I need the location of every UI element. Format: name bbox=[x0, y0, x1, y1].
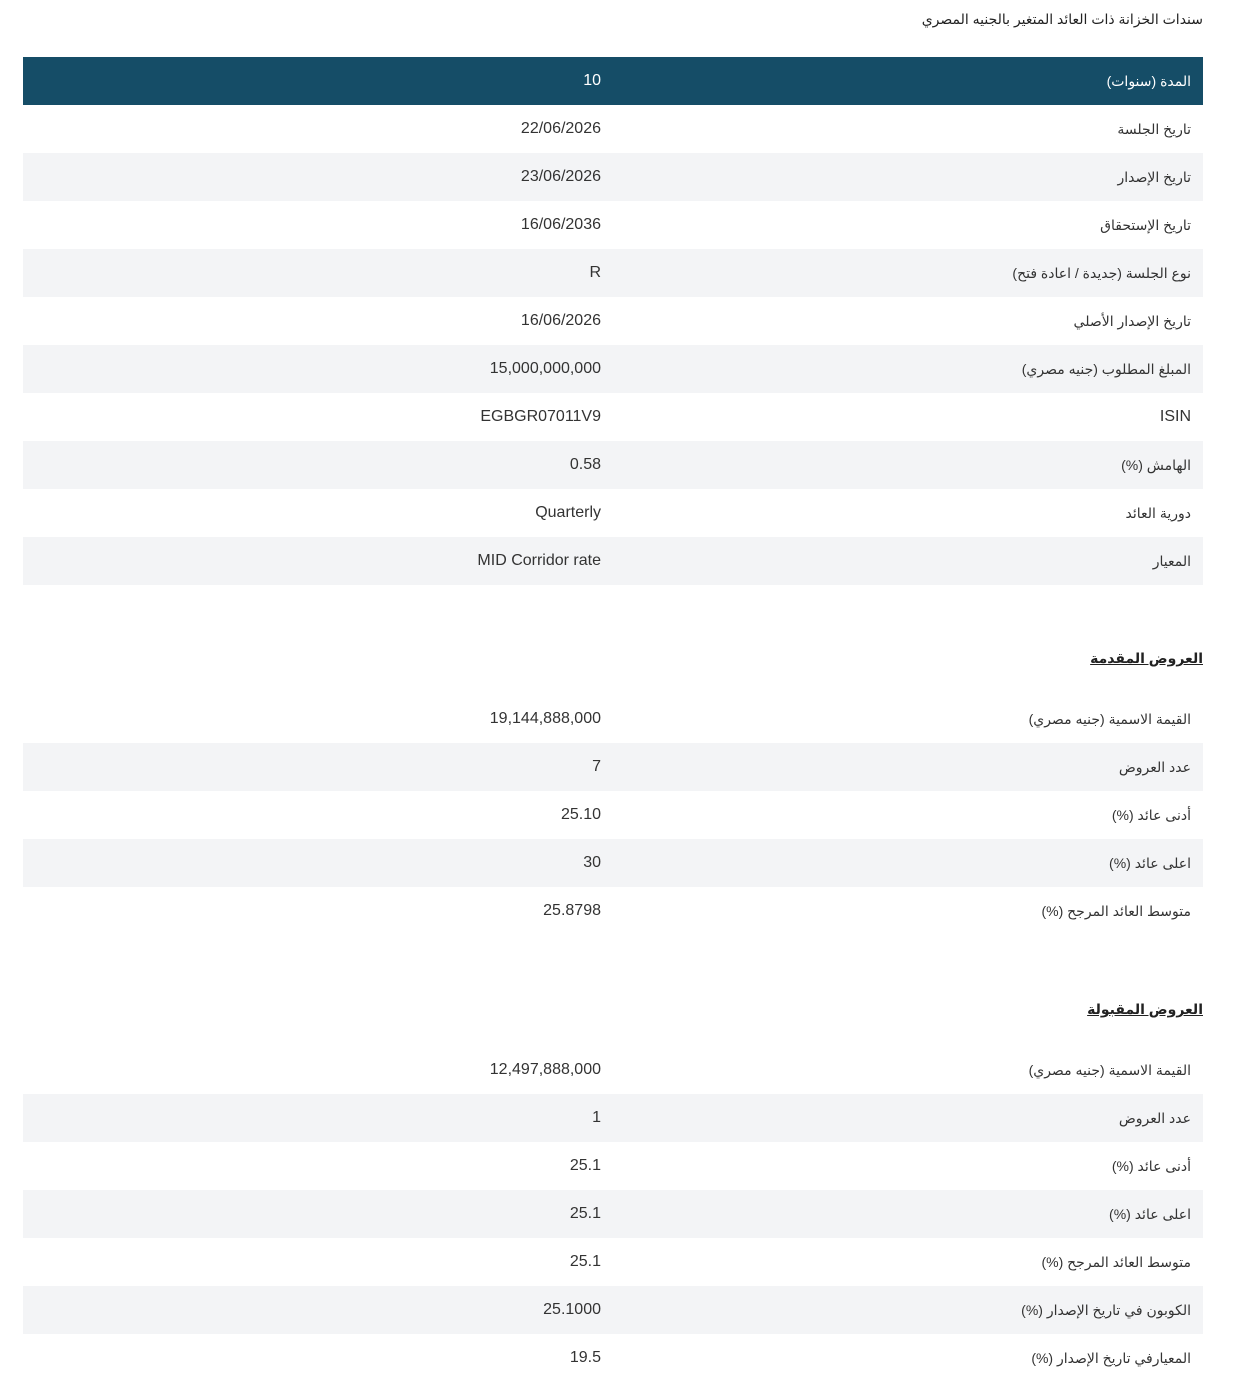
accepted-section-heading: العروض المقبولة bbox=[1087, 1001, 1203, 1017]
offered-table bbox=[23, 695, 1203, 935]
row-label: تاريخ الجلسة bbox=[1117, 121, 1191, 137]
row-label: تاريخ الإستحقاق bbox=[1100, 217, 1191, 233]
row-label: نوع الجلسة (جديدة / اعادة فتح) bbox=[1012, 265, 1191, 281]
row-label: اعلى عائد (%) bbox=[1109, 1206, 1191, 1222]
accepted-table bbox=[23, 1046, 1203, 1375]
table-row bbox=[23, 743, 1203, 791]
page-title: سندات الخزانة ذات العائد المتغير بالجنيه المصري bbox=[921, 11, 1203, 27]
table-row bbox=[23, 791, 1203, 839]
table-row bbox=[23, 1094, 1203, 1142]
table-row bbox=[23, 393, 1203, 441]
row-label: تاريخ الإصدار الأصلي bbox=[1073, 313, 1191, 329]
table-row bbox=[23, 345, 1203, 393]
table-row bbox=[23, 537, 1203, 585]
table-row bbox=[23, 201, 1203, 249]
row-label: ISIN bbox=[1159, 408, 1191, 425]
table-row bbox=[23, 105, 1203, 153]
table-row bbox=[23, 887, 1203, 935]
row-value: 25.1000 bbox=[543, 1301, 601, 1318]
row-label: متوسط العائد المرجح (%) bbox=[1041, 1254, 1191, 1270]
table-row bbox=[23, 1046, 1203, 1094]
row-value: 25.10 bbox=[560, 806, 601, 823]
table-row bbox=[23, 839, 1203, 887]
row-value: 23/06/2026 bbox=[520, 168, 601, 185]
table-row bbox=[23, 1286, 1203, 1334]
row-value: 7 bbox=[592, 758, 601, 775]
table-row bbox=[23, 297, 1203, 345]
row-label: القيمة الاسمية (جنيه مصري) bbox=[1028, 1062, 1191, 1078]
row-label: أدنى عائد (%) bbox=[1111, 1158, 1191, 1174]
table-row bbox=[23, 1190, 1203, 1238]
row-label: المدة (سنوات) bbox=[1106, 73, 1191, 89]
row-label: عدد العروض bbox=[1118, 759, 1191, 775]
row-value: MID Corridor rate bbox=[477, 552, 601, 569]
table-row bbox=[23, 1334, 1203, 1375]
row-label: المبلغ المطلوب (جنيه مصري) bbox=[1021, 361, 1191, 377]
row-value: 22/06/2026 bbox=[520, 120, 601, 137]
row-value: 10 bbox=[583, 72, 601, 89]
row-value: 25.1 bbox=[569, 1253, 601, 1270]
table-header-row bbox=[23, 57, 1203, 105]
row-label: عدد العروض bbox=[1118, 1110, 1191, 1126]
row-label: المعيارفي تاريخ الإصدار (%) bbox=[1031, 1350, 1191, 1366]
table-row bbox=[23, 153, 1203, 201]
table-row bbox=[23, 1142, 1203, 1190]
row-value: 25.1 bbox=[569, 1157, 601, 1174]
row-value: 25.8798 bbox=[543, 902, 601, 919]
row-label: متوسط العائد المرجح (%) bbox=[1041, 903, 1191, 919]
row-label: القيمة الاسمية (جنيه مصري) bbox=[1028, 711, 1191, 727]
row-value: Quarterly bbox=[535, 504, 601, 521]
row-value: 19.5 bbox=[569, 1349, 601, 1366]
row-value: EGBGR07011V9 bbox=[480, 408, 601, 425]
row-value: 30 bbox=[583, 854, 601, 871]
row-value: 16/06/2036 bbox=[520, 216, 601, 233]
row-value: 15,000,000,000 bbox=[489, 360, 601, 377]
details-table bbox=[23, 57, 1203, 585]
row-label: اعلى عائد (%) bbox=[1109, 855, 1191, 871]
row-value: 25.1 bbox=[569, 1205, 601, 1222]
table-row bbox=[23, 249, 1203, 297]
row-label: دورية العائد bbox=[1125, 505, 1191, 521]
row-label: الهامش (%) bbox=[1121, 457, 1191, 473]
row-value: 12,497,888,000 bbox=[489, 1061, 601, 1078]
row-label: تاريخ الإصدار bbox=[1117, 169, 1191, 185]
table-row bbox=[23, 489, 1203, 537]
table-row bbox=[23, 441, 1203, 489]
row-label: المعيار bbox=[1152, 553, 1191, 569]
row-label: الكوبون في تاريخ الإصدار (%) bbox=[1021, 1302, 1191, 1318]
row-value: R bbox=[589, 264, 601, 281]
row-value: 16/06/2026 bbox=[520, 312, 601, 329]
offered-section-heading: العروض المقدمة bbox=[1090, 650, 1203, 666]
table-row bbox=[23, 1238, 1203, 1286]
table-row bbox=[23, 695, 1203, 743]
row-value: 0.58 bbox=[569, 456, 601, 473]
row-value: 1 bbox=[592, 1109, 601, 1126]
row-label: أدنى عائد (%) bbox=[1111, 807, 1191, 823]
row-value: 19,144,888,000 bbox=[489, 710, 601, 727]
